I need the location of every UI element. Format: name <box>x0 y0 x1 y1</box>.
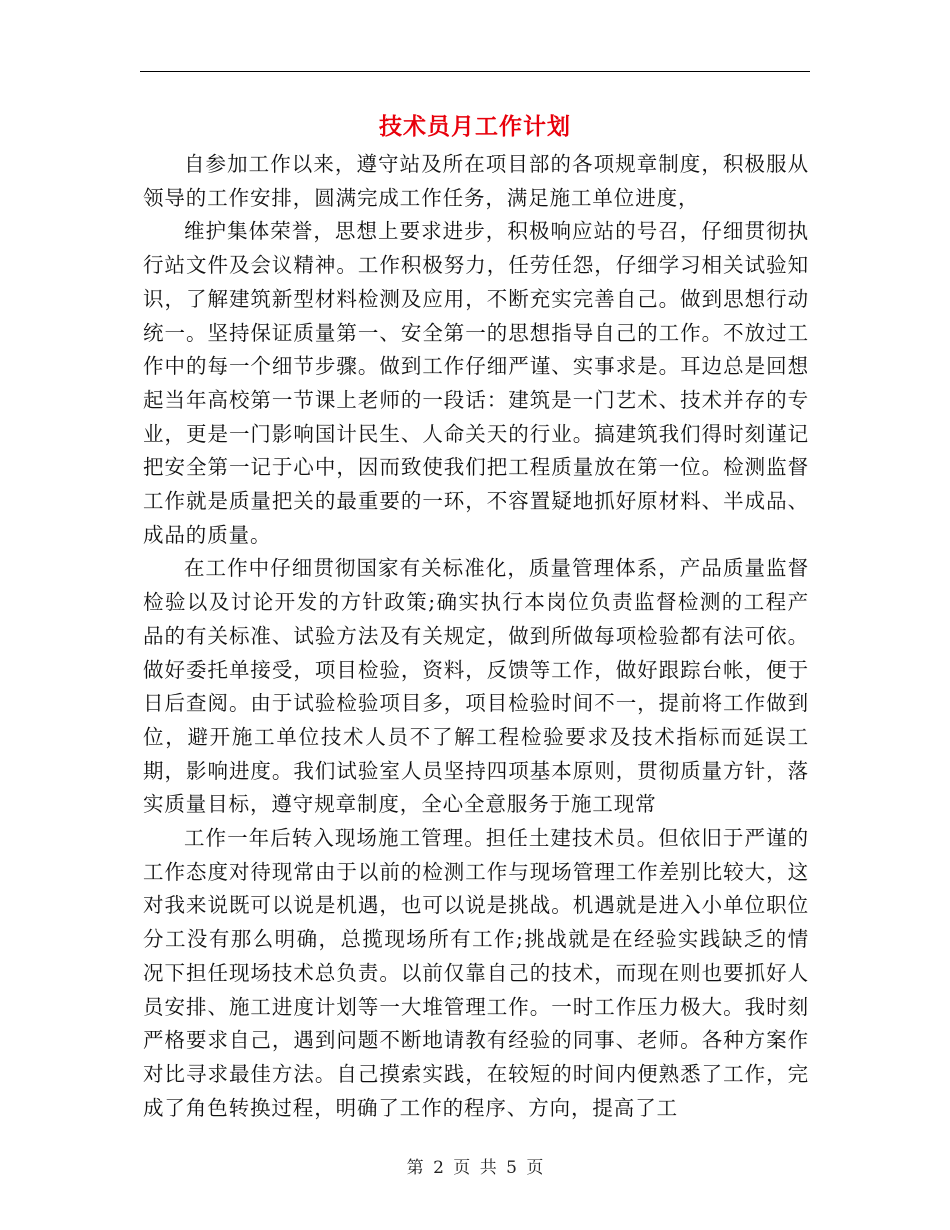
paragraph: 自参加工作以来，遵守站及所在项目部的各项规章制度，积极服从领导的工作安排，圆满完成工作任务，满足施工单位进度， <box>143 152 809 210</box>
header-rule <box>140 71 810 72</box>
document-title: 技术员月工作计划 <box>379 113 571 140</box>
paragraph: 在工作中仔细贯彻国家有关标准化，质量管理体系，产品质量监督检验以及讨论开发的方针政策;确实执行本岗位负责监督检测的工程产品的有关标准、试验方法及有关规定，做到所做每项检验都有法可依。做好委托单接受，项目检验，资料，反馈等工作，做好跟踪台帐，便于日后查阅。由于试验检验项目多，项目检验时间不一，提前将工作做到位，避开施工单位技术人员不了解工程检验要求及技术指标而延误工期，影响进度。我们试验室人员坚持四项基本原则，贯彻质量方针，落实质量目标，遵守规章制度，全心全意服务于施工现常 <box>143 556 809 817</box>
document-body <box>143 148 809 1125</box>
paragraph: 工作一年后转入现场施工管理。担任土建技术员。但依旧于严谨的工作态度对待现常由于以前的检测工作与现场管理工作差别比较大，这对我来说既可以说是机遇，也可以说是挑战。机遇就是进入小单位职位分工没有那么明确，总揽现场所有工作;挑战就是在经验实践缺乏的情况下担任现场技术总负责。以前仅靠自己的技术，而现在则也要抓好人员安排、施工进度计划等一大堆管理工作。一时工作压力极大。我时刻严格要求自己，遇到问题不断地请教有经验的同事、老师。各种方案作对比寻求最佳方法。自己摸索实践，在较短的时间内便熟悉了工作，完成了角色转换过程，明确了工作的程序、方向，提高了工 <box>143 826 809 1120</box>
paragraph: 维护集体荣誉，思想上要求进步，积极响应站的号召，仔细贯彻执行站文件及会议精神。工作积极努力，任劳任怨，仔细学习相关试验知识，了解建筑新型材料检测及应用，不断充实完善自己。做到思想行动统一。坚持保证质量第一、安全第一的思想指导自己的工作。不放过工作中的每一个细节步骤。做到工作仔细严谨、实事求是。耳边总是回想起当年高校第一节课上老师的一段话：建筑是一门艺术、技术并存的专业，更是一门影响国计民生、人命关天的行业。搞建筑我们得时刻谨记把安全第一记于心中，因而致使我们把工程质量放在第一位。检测监督工作就是质量把关的最重要的一环，不容置疑地抓好原材料、半成品、成品的质量。 <box>143 219 809 547</box>
page-number: 第 2 页 共 5 页 <box>406 1158 544 1178</box>
